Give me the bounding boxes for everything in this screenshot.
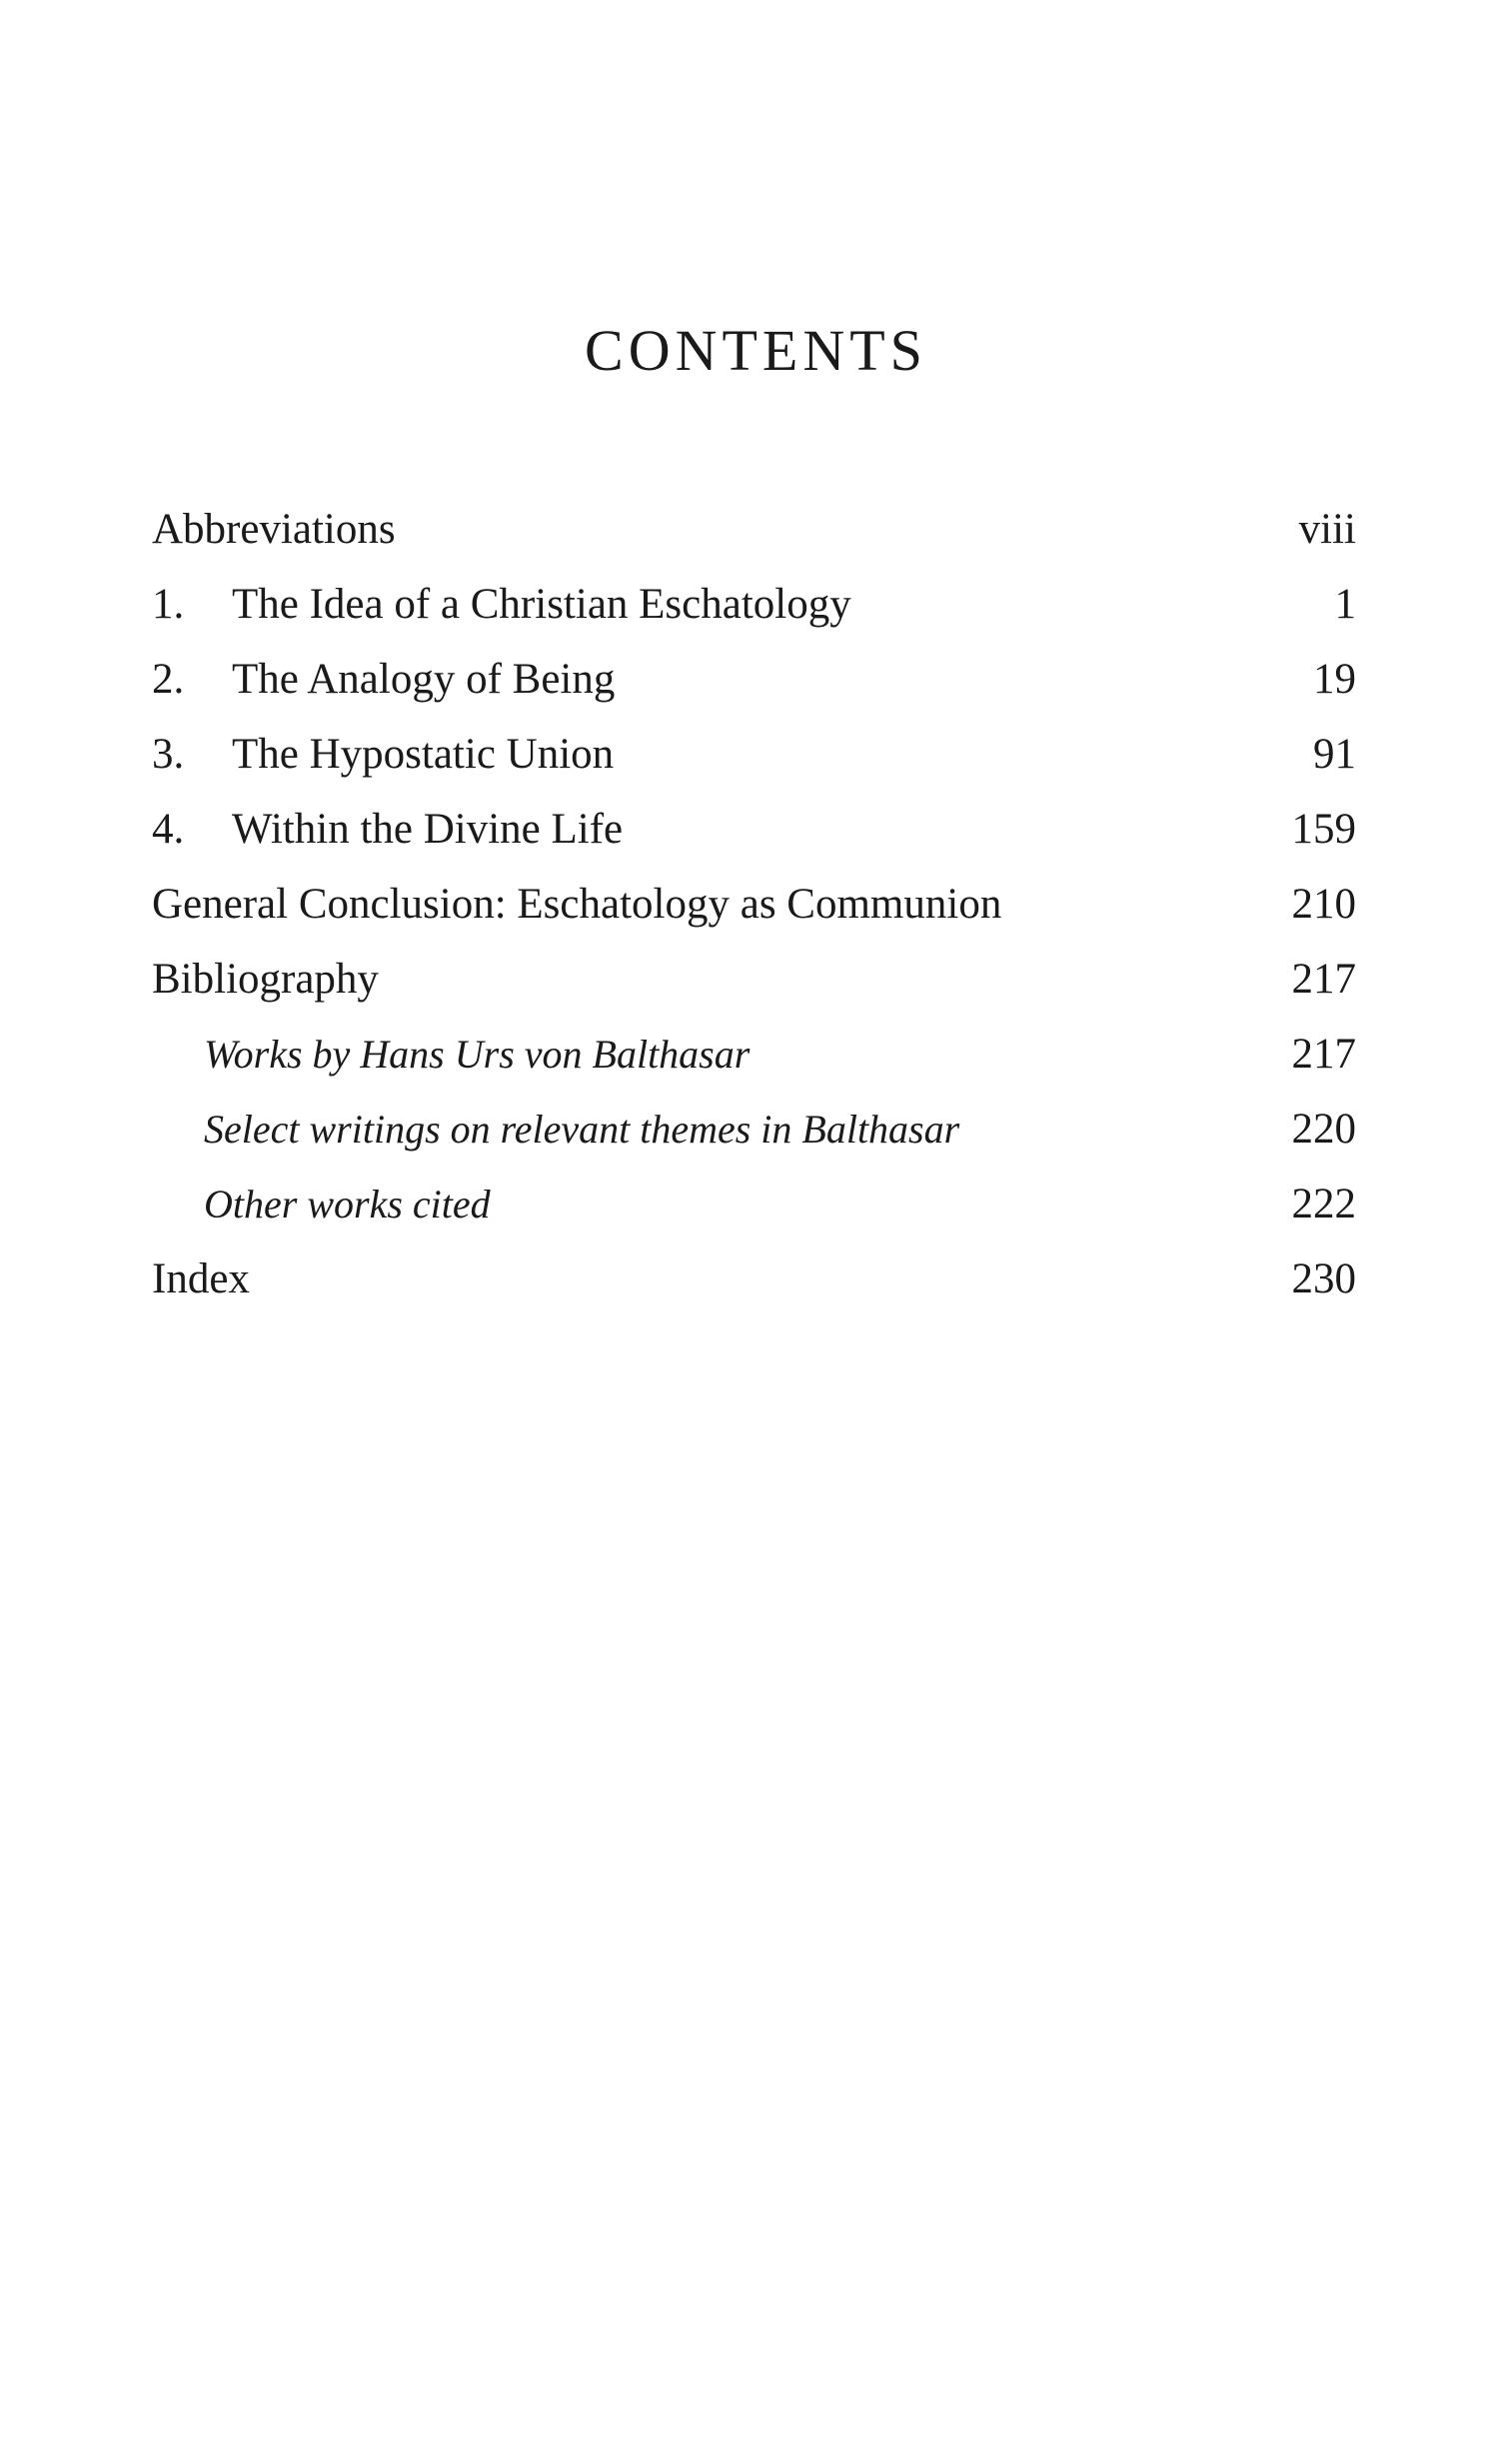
toc-entry-chapter-3 [152,717,1356,792]
toc-entry-label: Index [152,1255,250,1302]
toc-entry-page: 217 [1291,956,1356,1003]
toc-entry-abbreviations [152,492,1356,567]
toc-entry-chapter-4 [152,792,1356,867]
toc-entry-number: 2. [152,656,185,703]
toc-entry-chapter-2 [152,642,1356,717]
toc-subentry-label: Works by Hans Urs von Balthasar [204,1032,751,1077]
toc-subentry-label: Other works cited [204,1182,491,1227]
toc-entry-number: 1. [152,581,185,628]
toc-entry-label: Bibliography [152,956,379,1003]
toc-entry-page: 159 [1291,806,1356,853]
toc-subentry-works-by-balthasar [152,1017,1356,1092]
toc-entry-page: viii [1298,506,1356,553]
toc-entry-index [152,1241,1356,1316]
page-title: CONTENTS [585,317,927,383]
toc-entry-label: The Idea of a Christian Eschatology [232,581,851,628]
toc-entry-page: 19 [1313,656,1356,703]
toc-entry-bibliography [152,942,1356,1017]
toc-subentry-page: 217 [1291,1031,1356,1078]
toc-entry-chapter-1 [152,567,1356,642]
toc-entry-label: Within the Divine Life [232,806,624,853]
table-of-contents [152,492,1356,1316]
toc-subentry-page: 220 [1291,1106,1356,1153]
toc-subentry-page: 222 [1291,1181,1356,1228]
toc-entry-general-conclusion [152,867,1356,942]
toc-entry-number: 3. [152,731,185,778]
toc-subentry-select-writings [152,1092,1356,1167]
toc-subentry-label: Select writings on relevant themes in Balthasar [204,1107,960,1152]
toc-subentry-other-works [152,1167,1356,1241]
toc-entry-label: The Hypostatic Union [232,731,615,778]
toc-entry-label: Abbreviations [152,506,396,553]
toc-entry-label: General Conclusion: Eschatology as Communion [152,881,1002,928]
toc-entry-page: 91 [1313,731,1356,778]
toc-entry-page: 1 [1334,581,1356,628]
toc-entry-number: 4. [152,806,185,853]
toc-entry-page: 210 [1291,881,1356,928]
toc-entry-page: 230 [1291,1255,1356,1302]
toc-entry-label: The Analogy of Being [232,656,616,703]
